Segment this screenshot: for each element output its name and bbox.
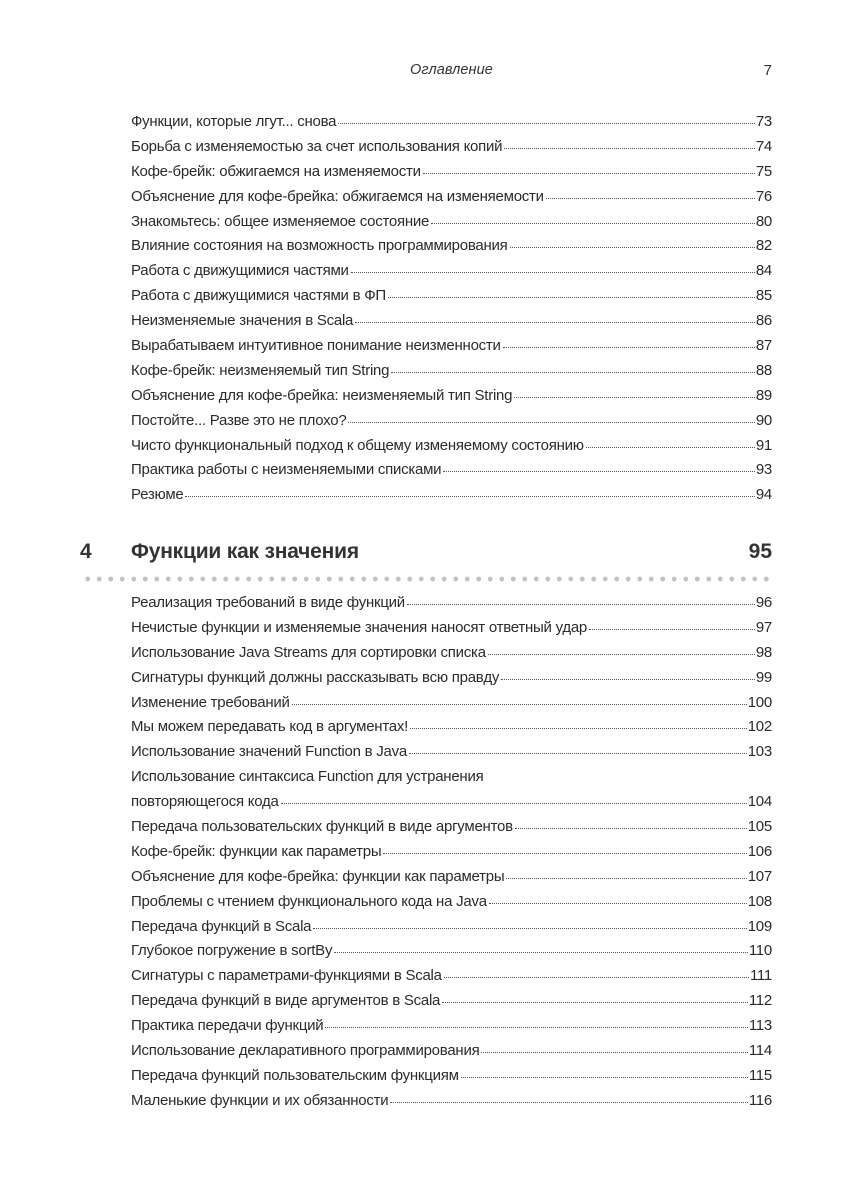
toc-entry-title: Функции, которые лгут... снова	[131, 113, 337, 130]
toc-entry-page: 88	[755, 361, 772, 379]
toc-entry[interactable]	[131, 641, 772, 666]
toc-entry-title: Использование Java Streams для сортировки списка	[131, 643, 486, 661]
dot-leader	[355, 310, 755, 325]
toc-entry-title: Использование значений Function в Java	[131, 743, 407, 761]
running-title: Оглавление	[410, 62, 493, 78]
toc-entry[interactable]	[131, 1089, 772, 1114]
toc-entry[interactable]	[131, 309, 772, 334]
toc-entry-page: 105	[747, 818, 772, 836]
toc-entry-page: 82	[755, 237, 772, 255]
dot-leader	[391, 360, 755, 375]
toc-entry[interactable]	[131, 715, 772, 740]
toc-entry-page: 80	[755, 212, 772, 230]
toc-entry-page: 89	[755, 386, 772, 404]
dot-leader	[325, 1015, 747, 1030]
toc-entry-title: Объяснение для кофе-брейка: обжигаемся на изменяемости	[131, 187, 544, 205]
toc-entry[interactable]	[131, 989, 772, 1014]
toc-entry-title: Нечистые функции и изменяемые значения наносят ответный удар	[131, 618, 588, 636]
toc-entry-title-line1: Использование синтаксиса Function для устранения	[131, 768, 484, 786]
toc-entry-title: Передача функций в виде аргументов в Scala	[131, 992, 441, 1010]
dot-leader	[546, 186, 755, 201]
toc-entry-page: 73	[755, 113, 772, 130]
toc-entry[interactable]	[131, 409, 772, 434]
toc-entry-page: 107	[747, 867, 772, 885]
toc-entry-title: Маленькие функции и их обязанности	[131, 1091, 389, 1109]
dot-leader	[313, 916, 746, 931]
toc-entry[interactable]	[131, 815, 772, 840]
toc-entry-title: Резюме	[131, 486, 184, 504]
toc-entry[interactable]	[131, 939, 772, 964]
dot-leader	[383, 841, 746, 856]
toc-entry-page: 109	[747, 917, 772, 935]
toc-entry-page: 113	[748, 1017, 772, 1035]
dot-leader	[348, 410, 754, 425]
dot-leader	[481, 1040, 747, 1055]
toc-entry-title: Глубокое погружение в sortBy	[131, 942, 333, 960]
toc-entry-title: повторяющегося кода	[131, 793, 279, 811]
toc-entry[interactable]	[131, 616, 772, 641]
toc-entry[interactable]	[131, 334, 772, 359]
dot-leader	[409, 741, 747, 756]
toc-entry-title: Вырабатываем интуитивное понимание неизменности	[131, 337, 501, 355]
toc-entry[interactable]	[131, 890, 772, 915]
toc-entry-title: Знакомьтесь: общее изменяемое состояние	[131, 212, 430, 230]
toc-entry-title: Работа с движущимися частями в ФП	[131, 287, 386, 305]
dot-leader	[410, 716, 747, 731]
dot-leader	[489, 891, 747, 906]
toc-entry-page: 111	[749, 967, 772, 985]
toc-entry-page: 116	[748, 1091, 772, 1109]
page-number: 7	[763, 62, 772, 79]
dot-leader	[514, 385, 755, 400]
dot-leader	[351, 260, 755, 275]
toc-entry-title: Сигнатуры функций должны рассказывать всю правду	[131, 668, 500, 686]
toc-entry-title: Работа с движущимися частями	[131, 262, 349, 280]
dot-leader	[504, 136, 755, 151]
running-header	[131, 62, 772, 84]
chapter-number: 4	[80, 540, 92, 563]
dot-leader	[281, 791, 747, 806]
toc-entry[interactable]	[131, 284, 772, 309]
chapter-dotted-rule	[82, 576, 774, 582]
dot-leader	[407, 592, 755, 607]
toc-entry-page: 86	[755, 312, 772, 330]
dot-leader	[443, 459, 755, 474]
toc-entry-title: Чисто функциональный подход к общему изменяемому состоянию	[131, 436, 584, 454]
dot-leader	[185, 484, 754, 499]
toc-entry[interactable]	[131, 483, 772, 508]
dot-leader	[388, 285, 755, 300]
toc-entry-page: 102	[747, 718, 772, 736]
dot-leader	[503, 335, 755, 350]
dot-leader	[501, 667, 755, 682]
toc-entry-page: 94	[755, 486, 772, 504]
dot-leader	[334, 940, 748, 955]
toc-entry-page: 108	[747, 892, 772, 910]
toc-entry-page: 114	[748, 1042, 772, 1060]
toc-entry-title: Передача функций пользовательским функциям	[131, 1066, 459, 1084]
toc-entry-page: 96	[755, 594, 772, 611]
toc-entry[interactable]	[131, 1039, 772, 1064]
toc-entry-page: 115	[748, 1066, 772, 1084]
toc-entry[interactable]	[131, 1014, 772, 1039]
dot-leader	[515, 816, 747, 831]
toc-entry[interactable]	[131, 160, 772, 185]
toc-entry-title: Мы можем передавать код в аргументах!	[131, 718, 409, 736]
chapter-page: 95	[748, 540, 772, 563]
toc-entry[interactable]	[131, 765, 772, 815]
toc-entry-page: 97	[755, 618, 772, 636]
toc-entry-title: Кофе-брейк: неизменяемый тип String	[131, 361, 390, 379]
dot-leader	[431, 211, 755, 226]
toc-section-previous	[131, 110, 772, 508]
toc-entry-page: 98	[755, 643, 772, 661]
toc-entry[interactable]	[131, 185, 772, 210]
toc-entry-title: Объяснение для кофе-брейка: неизменяемый тип String	[131, 386, 513, 404]
dot-leader	[586, 435, 755, 450]
toc-entry-title: Передача пользовательских функций в виде аргументов	[131, 818, 513, 836]
dot-leader	[292, 692, 747, 707]
toc-entry-title: Влияние состояния на возможность программирования	[131, 237, 508, 255]
toc-entry[interactable]	[131, 591, 772, 616]
toc-entry-title: Объяснение для кофе-брейка: функции как параметры	[131, 867, 505, 885]
toc-entry-title: Сигнатуры с параметрами-функциями в Scala	[131, 967, 442, 985]
toc-entry-page: 85	[755, 287, 772, 305]
toc-entry[interactable]	[131, 740, 772, 765]
toc-entry[interactable]	[131, 110, 772, 135]
toc-entry[interactable]	[131, 384, 772, 409]
toc-entry[interactable]	[131, 964, 772, 989]
dot-leader	[390, 1090, 747, 1105]
dot-leader	[589, 617, 755, 632]
toc-entry[interactable]	[131, 691, 772, 716]
toc-entry-page: 91	[755, 436, 772, 454]
toc-entry[interactable]	[131, 234, 772, 259]
toc-entry-page: 110	[748, 942, 772, 960]
dot-leader	[510, 235, 755, 250]
toc-entry[interactable]	[131, 865, 772, 890]
dot-leader	[444, 965, 749, 980]
toc-entry[interactable]	[131, 434, 772, 459]
toc-entry-page: 104	[747, 793, 772, 811]
toc-entry-page: 74	[755, 137, 772, 155]
toc-entry[interactable]	[131, 458, 772, 483]
toc-section-chapter-4	[131, 591, 772, 1114]
toc-entry-page: 75	[755, 162, 772, 180]
toc-entry[interactable]	[131, 135, 772, 160]
toc-entry-page: 93	[755, 461, 772, 479]
toc-entry-title: Неизменяемые значения в Scala	[131, 312, 354, 330]
toc-entry[interactable]	[131, 915, 772, 940]
toc-entry-title: Изменение требований	[131, 693, 290, 711]
toc-entry-page: 99	[755, 668, 772, 686]
toc-entry-page: 112	[748, 992, 772, 1010]
toc-entry-title: Реализация требований в виде функций	[131, 594, 405, 611]
toc-entry-page: 106	[747, 842, 772, 860]
toc-entry[interactable]	[131, 840, 772, 865]
toc-entry-page: 90	[755, 411, 772, 429]
toc-entry-page: 76	[755, 187, 772, 205]
toc-entry-title: Передача функций в Scala	[131, 917, 312, 935]
toc-entry[interactable]	[131, 359, 772, 384]
toc-entry[interactable]	[131, 210, 772, 235]
toc-entry-page: 100	[747, 693, 772, 711]
chapter-title: Функции как значения	[131, 540, 359, 563]
dot-leader	[488, 642, 755, 657]
toc-entry[interactable]	[131, 1064, 772, 1089]
dot-leader	[423, 161, 755, 176]
toc-entry-page: 87	[755, 337, 772, 355]
toc-entry-title: Практика передачи функций	[131, 1017, 324, 1035]
chapter-heading[interactable]	[80, 540, 772, 570]
toc-entry[interactable]	[131, 259, 772, 284]
dot-leader	[461, 1065, 748, 1080]
toc-entry-title: Борьба с изменяемостью за счет использования копий	[131, 137, 503, 155]
toc-entry-page: 84	[755, 262, 772, 280]
toc-entry-title: Кофе-брейк: функции как параметры	[131, 842, 382, 860]
toc-entry-title: Проблемы с чтением функционального кода на Java	[131, 892, 487, 910]
toc-entry[interactable]	[131, 666, 772, 691]
dot-leader	[506, 866, 746, 881]
dot-leader	[338, 111, 755, 126]
toc-entry-title: Кофе-брейк: обжигаемся на изменяемости	[131, 162, 421, 180]
toc-entry-title: Использование декларативного программирования	[131, 1042, 480, 1060]
dot-leader	[442, 990, 748, 1005]
toc-entry-title: Постойте... Разве это не плохо?	[131, 411, 347, 429]
toc-entry-title: Практика работы с неизменяемыми списками	[131, 461, 442, 479]
toc-entry-page: 103	[747, 743, 772, 761]
